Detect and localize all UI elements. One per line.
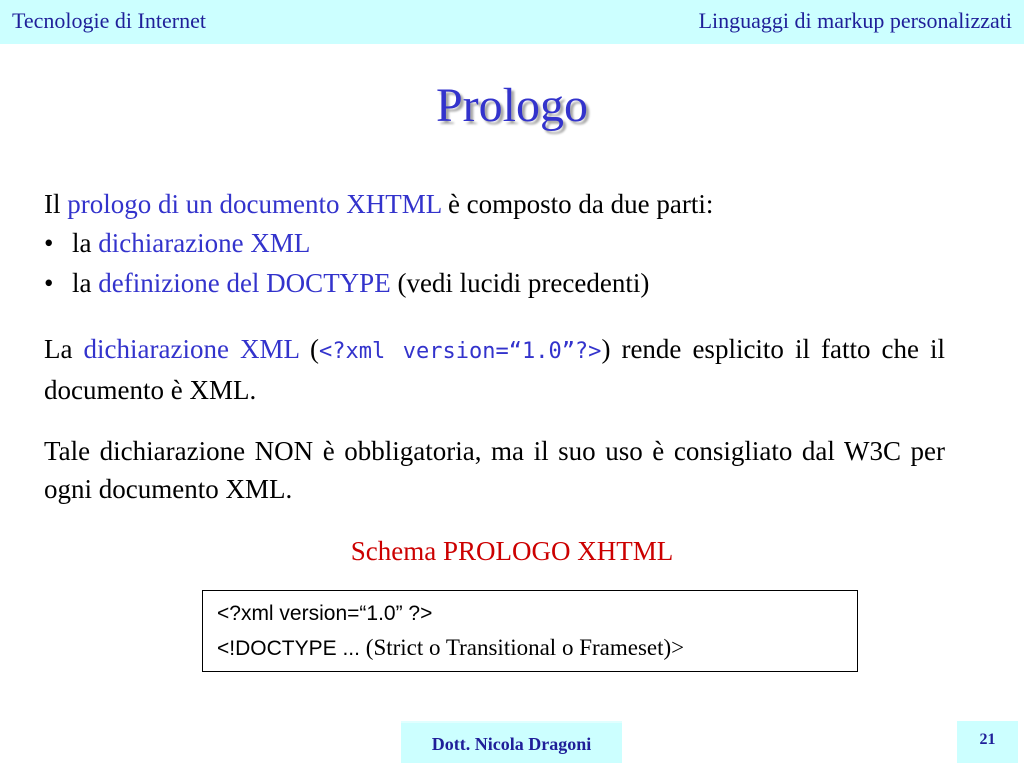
slide-header: [0, 0, 1024, 44]
xml-declaration-code: <?xml version=“1.0”?>: [319, 339, 602, 364]
bullet-dot: •: [44, 268, 54, 298]
bullet-prefix: la: [72, 268, 99, 298]
footer-author: Dott. Nicola Dragoni: [401, 721, 622, 763]
para1-suffix: ) rende esplicito il fatto che il documento è XML.: [44, 334, 945, 405]
schema-title: Schema PROLOGO XHTML: [350, 536, 674, 566]
course-title: Tecnologie di Internet: [12, 8, 206, 33]
para1-prefix: La: [44, 334, 84, 364]
doctype-options: (Strict o Transitional o Frameset)>: [365, 635, 685, 660]
bullet-item-xml-declaration: [44, 224, 944, 262]
w3c-recommendation-paragraph: Tale dichiarazione NON è obbligatoria, ma il suo uso è consigliato dal W3C per ogni documento XML.: [44, 436, 945, 504]
slide-title: Prologo: [435, 79, 588, 132]
bullet-highlight: definizione del DOCTYPE: [98, 268, 391, 298]
schema-line-doctype: [217, 631, 857, 666]
doctype-code: <!DOCTYPE ...: [217, 637, 366, 660]
intro-highlight: prologo di un documento XHTML: [67, 189, 442, 219]
bullet-highlight: dichiarazione XML: [98, 228, 311, 258]
xml-declaration-paragraph: [44, 330, 945, 409]
intro-paragraph: [44, 185, 944, 223]
intro-prefix: Il: [44, 189, 68, 219]
bullet-suffix: (vedi lucidi precedenti): [390, 268, 650, 298]
para1-highlight: dichiarazione XML: [83, 334, 299, 364]
para1-open-paren: (: [298, 334, 319, 364]
bullet-item-doctype: [44, 264, 944, 302]
prologue-schema-box: [202, 590, 858, 672]
bullet-dot: •: [44, 228, 54, 258]
schema-line-xml: <?xml version=“1.0” ?>: [217, 602, 433, 625]
page-number: 21: [957, 721, 1018, 763]
intro-suffix: è composto da due parti:: [441, 189, 714, 219]
bullet-prefix: la: [72, 228, 99, 258]
section-title: Linguaggi di markup personalizzati: [698, 8, 1012, 33]
